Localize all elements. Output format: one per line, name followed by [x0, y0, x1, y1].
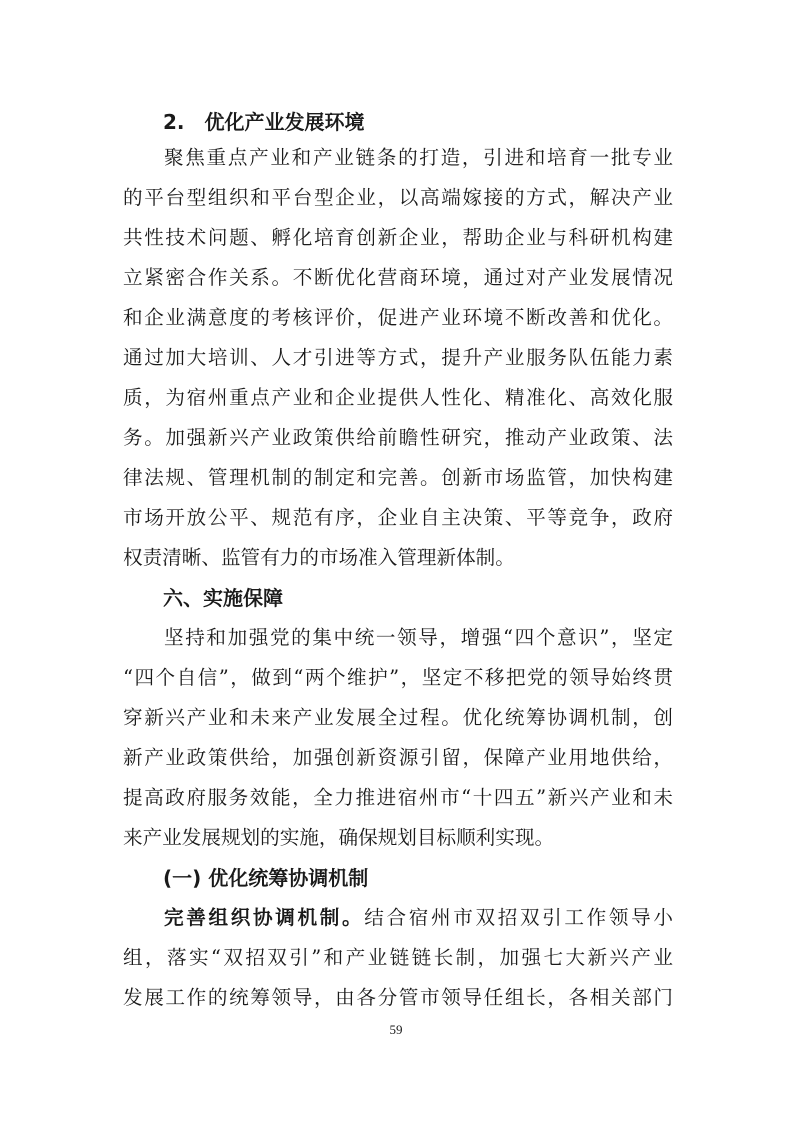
body-line: 权责清晰、监管有力的市场准入管理新体制。	[123, 546, 515, 569]
body-line: 和企业满意度的考核评价，促进产业环境不断改善和优化。	[123, 306, 673, 329]
body-line: 组，落实“双招双引”和产业链链长制，加强七大新兴产业	[123, 946, 673, 969]
page-number: 59	[389, 1022, 403, 1037]
body-line: 质，为宿州重点产业和企业提供人性化、精准化、高效化服	[123, 386, 673, 409]
body-line: 穿新兴产业和未来产业发展全过程。优化统筹协调机制，创	[123, 706, 673, 729]
body-line: 务。加强新兴产业政策供给前瞻性研究，推动产业政策、法	[123, 426, 673, 449]
body-line: 来产业发展规划的实施，确保规划目标顺利实现。	[123, 826, 555, 849]
body-line: 通过加大培训、人才引进等方式，提升产业服务队伍能力素	[123, 346, 673, 369]
body-line	[123, 898, 673, 938]
lead-bold-phrase: 完善组织协调机制。	[164, 906, 365, 929]
body-line: 共性技术问题、孵化培育创新企业，帮助企业与科研机构建	[123, 226, 673, 249]
body-line: 聚焦重点产业和产业链条的打造，引进和培育一批专业	[164, 146, 673, 169]
subsection-heading-1: (一) 优化统筹协调机制	[163, 866, 369, 890]
body-line: 市场开放公平、规范有序，企业自主决策、平等竞争，政府	[123, 506, 673, 529]
section-heading-6: 六、实施保障	[163, 586, 283, 610]
section-heading-2: 2. 优化产业发展环境	[163, 110, 365, 134]
body-line-text: 结合宿州市双招双引工作领导小	[364, 906, 674, 929]
body-line: 的平台型组织和平台型企业，以高端嫁接的方式，解决产业	[123, 186, 673, 209]
body-line: 新产业政策供给，加强创新资源引留，保障产业用地供给，	[123, 746, 673, 769]
body-line: 发展工作的统筹领导，由各分管市领导任组长，各相关部门	[123, 986, 673, 1009]
body-line: 律法规、管理机制的制定和完善。创新市场监管，加快构建	[123, 466, 673, 489]
body-line: 提高政府服务效能，全力推进宿州市“十四五”新兴产业和未	[123, 786, 673, 809]
body-line: “四个自信”，做到“两个维护”，坚定不移把党的领导始终贯	[123, 666, 673, 689]
body-line: 坚持和加强党的集中统一领导，增强“四个意识”，坚定	[164, 626, 673, 649]
body-line: 立紧密合作关系。不断优化营商环境，通过对产业发展情况	[123, 266, 673, 289]
page-content	[123, 106, 673, 1018]
